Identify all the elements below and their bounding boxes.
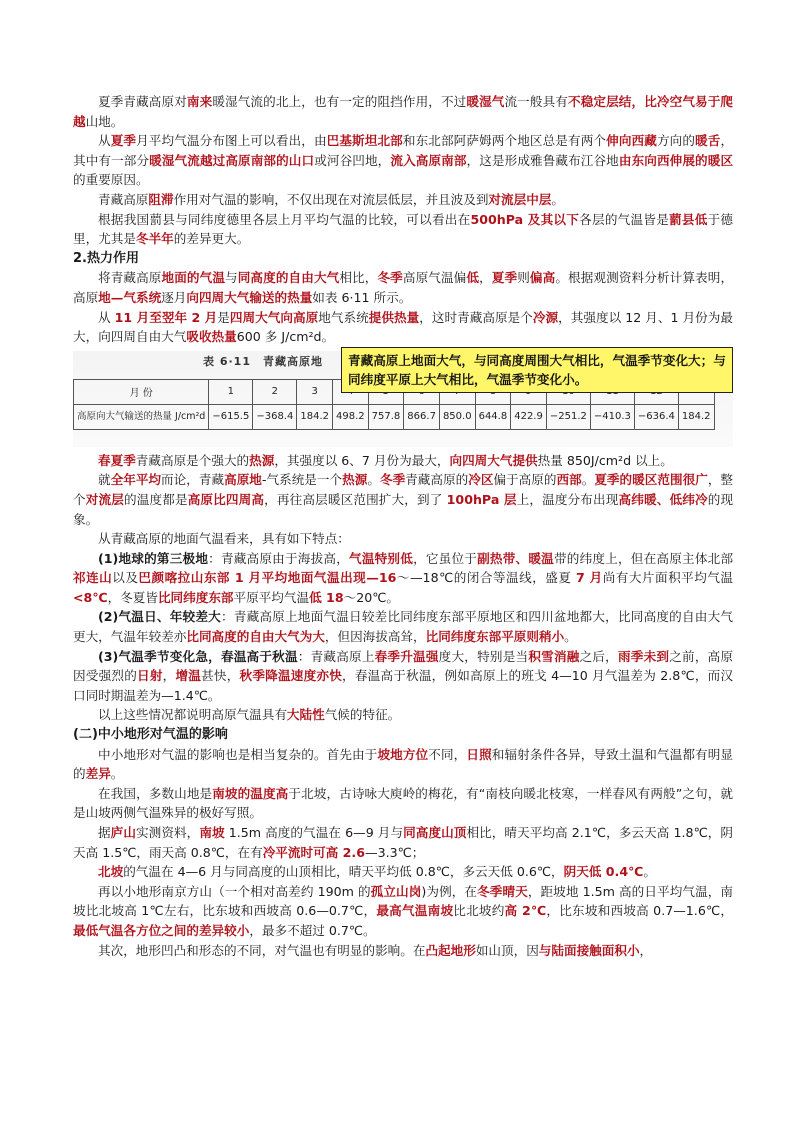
highlighted-text: 对流层 [85,491,124,507]
text-run: ，其强度以 12 月、1 月份为最大，向四周自由大气 [73,309,734,345]
row-label: 月 份 [74,379,209,404]
highlighted-text: 巴颜喀拉山东部 1 月平均地面气温出现 [138,570,367,586]
highlighted-text: 大陆性 [286,707,325,723]
paragraph [73,647,733,706]
text-run: 。根据观测资料分析计算表明，高原 [73,270,734,305]
text-run: ，冬夏皆 [107,589,158,605]
month-cell: 2 [253,379,297,404]
highlighted-text: 地—气系统 [98,289,162,305]
text-run: 从 [98,309,115,325]
text-run: 上，温度分布出现 [516,491,619,507]
month-cell: 1 [209,379,253,404]
highlighted-text: 北坡 [98,864,124,880]
value-cell: 850.0 [439,404,475,429]
text-run: )为例，在 [421,883,478,899]
text-run: ：青藏高原上地面气温日较差比同纬度东部平原地区和四川盆地都大，比同高度的自由大气更大，气温年较差亦 [73,609,734,645]
highlighted-text: 冬季 [379,472,406,488]
text-run: ，这是形成雅鲁藏布江谷地 [466,152,619,168]
text-run: 。 [551,191,564,207]
highlighted-text: 夏季的暖区范围很广 [594,472,708,488]
highlighted-text: 高原地 [224,472,262,488]
value-cell: 498.2 [333,404,369,429]
value-cell: −368.4 [253,404,297,429]
text-run: —3.3℃； [364,844,425,860]
text-run: 暖湿气流的北上，也有一定的阻挡作用，不过 [212,94,467,109]
text-run: 如山顶，因 [475,942,539,958]
text-run: ：青藏高原上 [297,648,375,664]
paragraph [73,784,733,823]
highlighted-text: 冬半年 [135,231,174,247]
highlighted-text: 冷平流时可高 2.6 [262,844,365,860]
text-run: 实测资料， [136,825,200,840]
text-run: 之后， [579,648,618,664]
highlighted-text: 巴基斯坦北部 [326,133,403,149]
highlighted-text: 低 18 [309,589,344,605]
heat-table-figure [73,351,733,447]
value-cell: 422.9 [511,404,547,429]
highlighted-text: 低 [466,270,480,286]
row-label: 高原向大气输送的热量 J/cm²d [74,404,209,429]
text-run: 月平均气温分布图上可以看出，由 [136,133,327,149]
text-run: ，整个 [73,472,734,507]
highlighted-text: 热源 [342,472,368,488]
text-run: 600 多 J/cm²d。 [236,329,335,345]
text-run: 地气系统 [318,309,369,325]
highlighted-text: 暖舌 [695,133,721,149]
paragraph [73,210,733,249]
text-run: 将青藏高原 [98,270,162,286]
text-run: ～20℃。 [343,589,399,605]
paragraph [73,190,733,210]
highlighted-text: 吸收热量 [186,329,237,345]
paragraph [73,745,733,784]
text-run: 或河谷凹地， [314,152,391,168]
value-cell: −615.5 [209,404,253,429]
text-run: 再以小地形南京方山（一个相对高差约 190m 的 [98,883,371,899]
text-run: 尚有大片面积平均气温 [602,570,734,586]
document-page [73,92,733,960]
value-cell: 757.8 [368,404,404,429]
text-run: ，但因海拔高耸， [324,629,426,645]
paragraph [73,862,733,882]
text-run: ，这时青藏高原是个 [419,309,533,325]
text-run: 的差异更大。 [173,231,250,247]
highlighted-text: 不稳定层结，比冷空气易于爬越 [73,94,734,129]
highlighted-text: 雨季未到 [617,648,670,664]
text-run: 作用对气温的影响，不仅出现在对流层低层，并且波及到 [173,191,489,207]
text-run: 流一般具有 [504,94,568,109]
bold-lead-text: (3)气温季节变化急，春温高于秋温 [98,648,298,664]
highlighted-text: 同高度山顶 [403,825,467,840]
paragraph [73,941,733,961]
highlighted-text: 冷区 [468,472,494,488]
highlighted-text: 向四周大气输送的热量 [186,289,313,305]
text-run: ，最多不超过 0.7℃。 [249,922,376,938]
highlighted-text: 热源 [249,452,275,468]
value-cell: −636.4 [634,404,678,429]
text-run: 气候的特征。 [324,707,401,723]
bold-lead-text: (2)气温日、年较差大 [98,609,221,625]
highlighted-text: 日照 [466,746,492,762]
text-run: ：青藏高原由于海拔高， [208,550,350,566]
text-run: 是 [217,309,230,325]
text-run: ， [479,270,492,286]
highlighted-text: 坡地方位 [377,746,429,762]
text-run: 。 [643,864,656,880]
text-run: 。 [581,472,595,488]
section-heading: 2.热力作用 [73,250,139,266]
highlighted-text: 藅县低 [669,211,708,227]
text-run: ，比东坡和西坡高 0.7—1.6℃， [546,903,734,919]
text-run: ，其强度以 6、7 月份为最大， [274,452,450,468]
highlighted-text: 春夏季 [98,452,136,468]
text-run: 中小地形对气温的影响也是相当复杂的。首先由于 [98,746,378,762]
text-run: 和辐射条件各异，导致土温和气温都有明显的 [73,746,734,782]
highlighted-text: 夏季 [110,133,137,149]
text-run: 在我国，多数山地是 [98,785,213,801]
highlighted-text: 暖湿气流越过高原南部的山口 [149,152,315,168]
paragraph [73,882,733,941]
paragraph [73,268,733,307]
highlighted-text: 500hPa 及其以下 [470,211,580,227]
text-run: 热量 850J/cm²d 以上。 [537,452,673,468]
paragraph [73,705,733,725]
paragraph [73,92,733,131]
text-run: -气系统是一个 [261,472,343,488]
text-run: 的现象。 [73,491,734,527]
highlighted-text: 对流层中层 [488,191,552,207]
highlighted-text: 与陆面接触面积小 [538,942,640,958]
highlighted-text: 11 月至翌年 2 月 [114,309,218,325]
highlighted-text: 孤立山岗 [370,883,422,899]
text-run: 于北坡，古诗咏大庾岭的梅花，有“南枝向暖北枝寒，一样春风有两般”之句，就是山坡两侧气温殊异的极好写照。 [73,785,734,821]
text-run: 以上这些情况都说明高原气温具有 [98,707,287,723]
text-run: ， [162,668,176,684]
text-run: ～—18℃的闭合等温线，盛夏 [396,570,576,586]
text-run: 各层的气温皆是 [579,211,670,227]
text-run: 。 [110,766,124,782]
highlighted-text: 日射 [137,668,163,684]
text-run: 据 [98,825,111,840]
paragraph [73,451,733,471]
text-run: 偏于高原的 [493,472,557,488]
highlighted-text: 7 月 [575,570,603,586]
highlighted-text: 凸起地形 [425,942,476,958]
text-run: 夏季青藏高原对 [98,94,187,109]
highlighted-text: 伸向西藏 [606,133,657,149]
text-run: 度大，特别是当 [438,648,529,664]
text-run: ，它虽位于 [413,550,478,566]
text-run: 根据我国藅县与同纬度德里各层上月平均气温的比较，可以看出在 [98,211,471,227]
highlighted-text: 比同纬度东部平原则稍小 [425,629,565,645]
highlighted-text: 西部 [556,472,582,488]
highlighted-text: 副热带、暖温 [477,550,554,566]
highlighted-text: 祁连山 [73,570,113,586]
highlighted-text: 全年平均 [110,472,162,488]
table-row-values [74,404,715,429]
value-cell: 866.7 [404,404,440,429]
text-run: ，春温高于秋温，例如高原上的班戈 4—10 月气温差为 2.8℃，而汉口同时期温差为—1.4℃。 [73,668,734,703]
highlighted-text: 高原比四周高 [187,491,265,507]
text-run: 逐月 [161,289,187,305]
text-run: 1.5m 高度的气温在 6—9 月与 [224,825,404,840]
highlighted-text: 比同高度的自由大气为大 [186,629,325,645]
highlighted-text: 气温特别低 [349,550,414,566]
text-run: 青藏高原是个强大的 [135,452,250,468]
highlighted-text: 差异 [85,766,111,782]
highlighted-text: 增温 [175,668,202,684]
highlighted-text: 地面的气温 [161,270,226,286]
highlighted-text: 春季升温强 [374,648,439,664]
text-run: 与 [225,270,238,286]
text-run: 甚快， [201,668,240,684]
text-run: 就 [98,472,111,488]
highlighted-text: 秋季降温速度亦快 [239,668,343,684]
text-run: 的重要原因。 [73,172,149,188]
value-cell: 184.2 [678,404,714,429]
month-cell: 3 [297,379,333,404]
text-run: 青藏高原 [98,191,149,207]
highlighted-text: 阻滞 [148,191,174,207]
highlighted-text: 由东向西伸展的暖区 [618,152,734,168]
text-run: 则 [517,270,530,286]
text-run: ， [639,942,653,958]
highlighted-text: 积雪消融 [528,648,580,664]
paragraph [73,470,733,529]
highlight-callout: 青藏高原上地面大气，与同高度周围大气相比，气温季节变化大；与同纬度平原上大气相比，气温季节变化小。 [341,347,733,393]
text-run: ，距坡地 1.5m 高的日平均气温，南坡比北坡高 1℃左右，比东坡和西坡高 0.6—0.7℃， [73,883,734,919]
highlighted-text: 最高气温南坡 [376,903,454,919]
text-run: ，再往高层暖区范围扩大，到了 [264,491,447,507]
highlighted-text: 最低气温各方位之间的差异较小 [73,922,250,938]
text-run: 相比，晴天平均高 2.1℃，多云天高 1.8℃，阴天高 1.5℃，雨天高 0.8℃，在有 [73,825,734,860]
text-run: 而论，青藏 [161,472,225,488]
text-run: 之前，高原因受强烈的 [73,648,734,684]
section-heading: (二)中小地形对气温的影响 [73,727,228,743]
highlighted-text: —16 [366,570,397,586]
paragraph [73,823,733,862]
paragraph [73,549,733,608]
text-run: 从青藏高原的地面气温看来，具有如下特点： [98,531,350,547]
text-run: 平原平均气温 [233,589,310,605]
text-run: 以及 [112,570,139,586]
text-run: 方向的 [656,133,696,149]
text-run: 如表 6·11 所示。 [312,289,412,305]
highlighted-text: 冬季 [377,270,403,286]
highlighted-text: 暖湿气 [466,94,505,109]
highlighted-text: 庐山 [110,825,136,840]
highlighted-text: 南来 [186,94,213,109]
highlighted-text: <8℃ [73,589,108,605]
highlighted-text: 提供热量 [368,309,420,325]
highlighted-text: 四周大气向高原 [229,309,319,325]
paragraph [73,607,733,646]
text-run: 。 [367,472,380,488]
text-run: 从 [98,133,111,149]
highlighted-text: 高 2℃ [504,903,547,919]
highlighted-text: 同高度的自由大气 [237,270,340,286]
table-caption: 表 6·11 青藏高原地 [203,354,323,368]
highlighted-text: 高纬暖、低纬冷 [618,491,708,507]
text-run: 不同， [428,746,467,762]
highlighted-text: 夏季 [491,270,518,286]
text-run: 其次，地形凹凸和形态的不同，对气温也有明显的影响。在 [98,942,426,958]
text-run: 高原气温偏 [402,270,467,286]
text-run: ，其中有一部分 [73,133,734,168]
text-run: 的温度都是 [123,491,188,507]
text-run: 的气温在 4—6 月与同高度的山顶相比，晴天平均低 0.8℃，多云天低 0.6℃， [123,864,564,880]
paragraph [73,308,733,347]
text-run: 。 [564,629,577,645]
highlighted-text: 南坡 [199,825,225,840]
highlighted-text: 冷源 [532,309,559,325]
text-run: 山地。 [85,113,124,129]
text-run: 比北坡约 [453,903,505,919]
highlighted-text: 冬季晴天 [477,883,528,899]
highlighted-text: 南坡的温度高 [212,785,289,801]
text-run: 相比， [339,270,378,286]
text-run: 青藏高原的 [405,472,469,488]
value-cell: 184.2 [297,404,333,429]
highlighted-text: 流入高原南部 [390,152,467,168]
highlighted-text: 100hPa 层 [446,491,517,507]
text-run: 于德里，尤其是 [73,211,733,247]
highlighted-text: 比同纬度东部 [157,589,234,605]
paragraph [73,529,733,549]
text-run: 和东北部阿萨姆两个地区总是有两个 [402,133,607,149]
value-cell: −410.3 [590,404,634,429]
highlighted-text: 阴天低 0.4℃ [563,864,644,880]
bold-lead-text: (1)地球的第三极地 [98,550,209,566]
value-cell: 644.8 [475,404,511,429]
highlighted-text: 向四周大气提供 [449,452,538,468]
text-run: 带的纬度上，但在高原主体北部 [553,550,734,566]
value-cell: −251.2 [546,404,590,429]
paragraph [73,131,733,190]
highlighted-text: 偏高 [529,270,556,286]
